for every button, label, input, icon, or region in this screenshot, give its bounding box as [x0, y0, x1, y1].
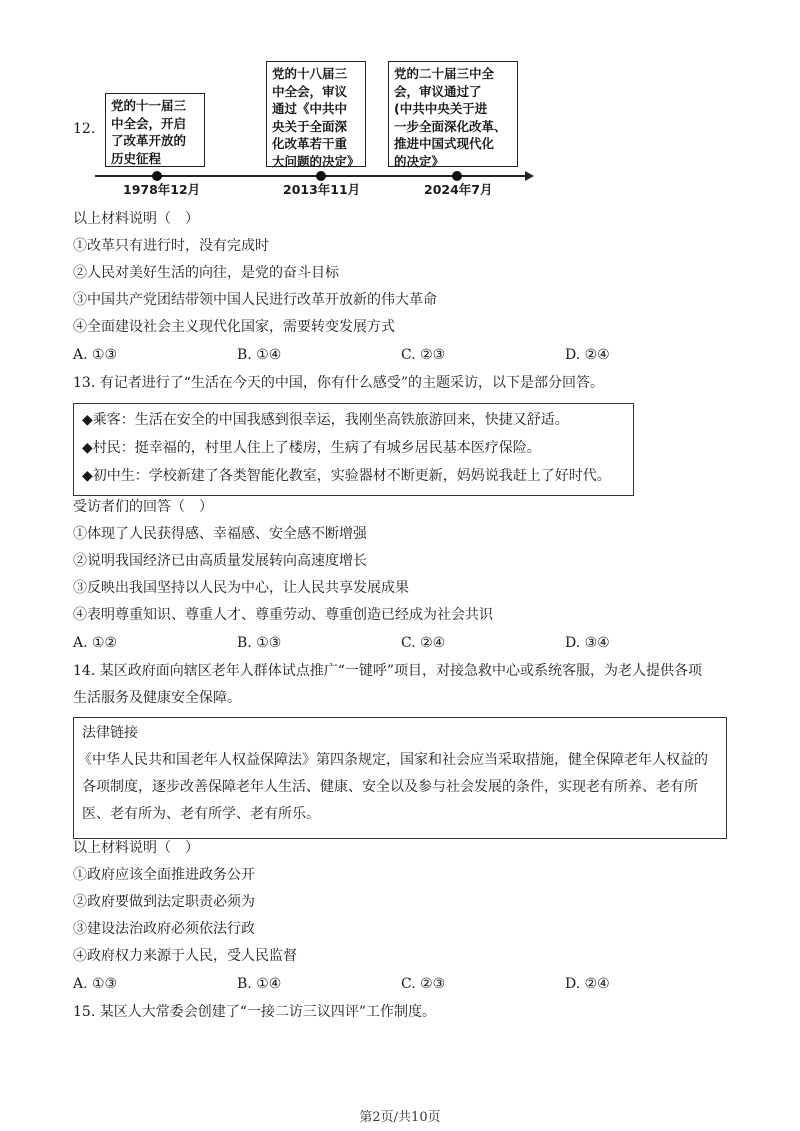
q13-option-b[interactable]: B. ①③ [237, 635, 282, 651]
event-line: 党的十八届三 [272, 66, 348, 81]
q13-stem: 受访者们的回答（ ） [73, 499, 213, 515]
event-line: 通过《中共中 [272, 101, 348, 116]
timeline-date: 2024年7月 [424, 182, 493, 197]
quote-student: ◆初中生：学校新建了各类智能化教室，实验器材不断更新，妈妈说我赶上了好时代。 [82, 468, 611, 484]
q12-stem: 以上材料说明（ ） [73, 211, 199, 227]
quote-villager: ◆村民：挺幸福的，村里人住上了楼房，生病了有城乡居民基本医疗保险。 [82, 440, 541, 456]
event-line: 大问题的决定》 [272, 153, 360, 169]
q12-option-a[interactable]: A. ①③ [73, 347, 118, 363]
q14-option-d[interactable]: D. ②④ [565, 976, 610, 992]
event-line: 央关于全面深 [272, 118, 348, 134]
event-line: 历史征程 [111, 150, 162, 166]
q15-title: 15. 某区人大常委会创建了“一接二访三议四评”工作制度。 [73, 1004, 437, 1020]
q12-option-c[interactable]: C. ②③ [401, 347, 446, 363]
event-line: 中全会，审议 [272, 83, 348, 99]
q14-statement-3: ③建设法治政府必须依法行政 [73, 921, 255, 937]
q12-option-b[interactable]: B. ①④ [237, 347, 282, 363]
law-box-heading: 法律链接 [82, 725, 138, 741]
timeline-event-1978 [105, 93, 205, 167]
timeline-date: 2013年11月 [283, 182, 361, 197]
q14-option-a[interactable]: A. ①③ [73, 976, 118, 992]
q13-option-d[interactable]: D. ③④ [565, 635, 610, 651]
event-line: 了改革开放的 [111, 133, 187, 148]
q12-option-d[interactable]: D. ②④ [565, 347, 610, 363]
q13-title: 13. 有记者进行了“生活在今天的中国，你有什么感受”的主题采访，以下是部分回答。 [73, 375, 605, 391]
q12-statement-1: ①改革只有进行时，没有完成时 [73, 238, 269, 254]
event-line: 的决定》 [394, 153, 445, 169]
q12-statement-2: ②人民对美好生活的向往，是党的奋斗目标 [73, 265, 339, 281]
event-line: 一步全面深化改革、 [394, 118, 507, 134]
event-line: 推进中国式现代化 [394, 136, 495, 151]
event-line: 党的二十届三中全 [394, 66, 495, 81]
q12-statement-3: ③中国共产党团结带领中国人民进行改革开放新的伟大革命 [73, 292, 437, 308]
timeline-event-2024 [388, 61, 518, 167]
timeline-arrow-icon [525, 171, 534, 181]
q14-stem: 以上材料说明（ ） [73, 840, 199, 856]
event-line: 中全会，开启 [111, 115, 187, 131]
q14-statement-2: ②政府要做到法定职责必须为 [73, 894, 255, 910]
event-line: 化改革若干重 [272, 136, 348, 151]
q14-law-box [73, 717, 727, 839]
law-box-line: 医、老有所为、老有所学、老有所乐。 [82, 806, 320, 822]
event-line: 会，审议通过了 [394, 83, 482, 99]
law-box-line: 各项制度，逐步改善保障老年人生活、健康、安全以及参与社会发展的条件，实现老有所养、老有所 [82, 779, 698, 795]
q13-statement-1: ①体现了人民获得感、幸福感、安全感不断增强 [73, 526, 367, 542]
q14-statement-4: ④政府权力来源于人民，受人民监督 [73, 948, 297, 964]
q13-statement-2: ②说明我国经济已由高质量发展转向高速度增长 [73, 553, 367, 569]
timeline-event-2013 [266, 61, 366, 167]
q13-statement-4: ④表明尊重知识、尊重人才、尊重劳动、尊重创造已经成为社会共识 [73, 607, 493, 623]
q13-option-a[interactable]: A. ①② [73, 635, 118, 651]
law-box-line: 《中华人民共和国老年人权益保障法》第四条规定，国家和社会应当采取措施，健全保障老年人权益的 [78, 752, 708, 768]
q14-option-c[interactable]: C. ②③ [401, 976, 446, 992]
timeline-date: 1978年12月 [123, 182, 201, 197]
q14-title-line-2: 生活服务及健康安全保障。 [73, 690, 241, 706]
q12-number: 12. [73, 121, 96, 137]
q14-option-b[interactable]: B. ①④ [237, 976, 282, 992]
event-line: 党的十一届三 [111, 98, 187, 113]
q14-title-line-1: 14. 某区政府面向辖区老年人群体试点推广“一键呼”项目，对接急救中心或系统客服，为老人提供各项 [73, 663, 703, 679]
event-line: (中共中央关于进 [394, 101, 488, 116]
q13-quote-box [73, 403, 634, 496]
quote-passenger: ◆乘客：生活在安全的中国我感到很幸运，我刚坐高铁旅游回来，快捷又舒适。 [82, 412, 569, 428]
q14-statement-1: ①政府应该全面推进政务公开 [73, 867, 255, 883]
q13-option-c[interactable]: C. ②④ [401, 635, 446, 651]
q13-statement-3: ③反映出我国坚持以人民为中心，让人民共享发展成果 [73, 580, 409, 596]
page-number: 第2页/共10页 [359, 1110, 441, 1125]
q12-statement-4: ④全面建设社会主义现代化国家，需要转变发展方式 [73, 319, 395, 335]
